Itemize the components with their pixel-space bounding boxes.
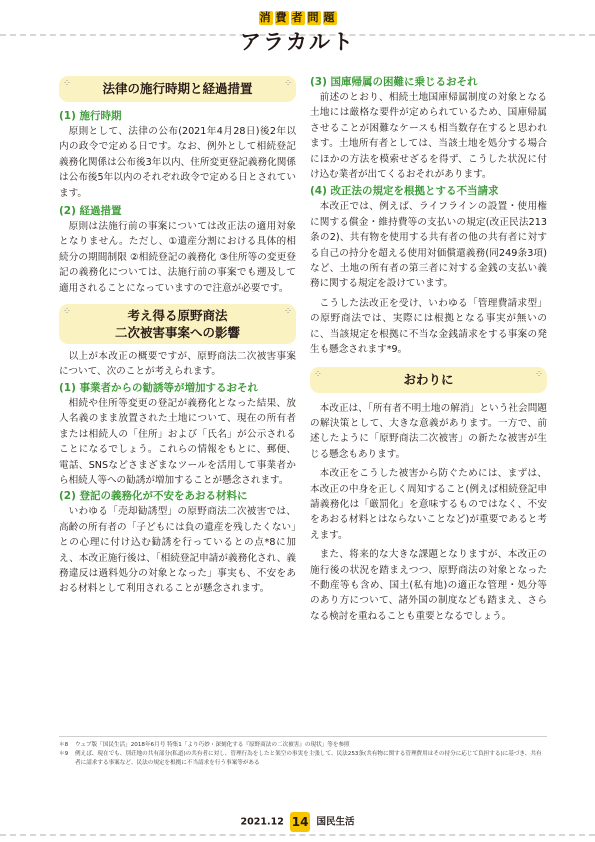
paragraph-national-treasury (310, 90, 547, 182)
footnotes (59, 736, 547, 768)
heading-text: 考え得る原野商法 (127, 308, 228, 324)
kicker-char: 題 (323, 11, 336, 24)
dots-icon: ⁘ (285, 79, 291, 87)
footnote-text: 例えば、現在でも、別荘地の共有部分(私道)の共有者に対し、管理行為をしたと架空の事実を主張して、民法253条(共有物に関する管理費用はその持分に応じて負担する)に基づき、共有者に請求する事案など、民法の規定を根拠に不当請求を行う事案等がある (75, 751, 542, 766)
footnote-text: ウェブ版「国民生活」2018年6月号 特集1「より巧妙・深刻化する『原野商法の二次被害』の現状」等を参照 (75, 742, 350, 748)
page-footer (0, 812, 595, 832)
dots-icon: ⁘ (64, 79, 70, 87)
subheading-solicitation-increase: (1) 事業者からの勧誘等が増加するおそれ (59, 381, 259, 394)
subheading-national-treasury: (3) 国庫帰属の困難に乗じるおそれ (310, 76, 478, 88)
dots-icon: ⁘ (285, 307, 291, 316)
kicker-char: 者 (291, 11, 304, 24)
magazine-name: 国民生活 (316, 816, 355, 828)
kicker-char: 費 (275, 11, 288, 24)
subheading-enforcement-timing: (1) 施行時期 (59, 110, 122, 122)
heading-text: おわりに (403, 371, 454, 387)
page-number: 14 (290, 812, 310, 832)
page-header (0, 6, 595, 56)
page-title: アラカルト (240, 30, 355, 54)
footnote (59, 750, 547, 768)
bottom-dashed-rule (0, 834, 595, 836)
section-heading-impact (59, 304, 296, 344)
kicker-char: 問 (307, 11, 320, 24)
heading-text: 二次被害事案への影響 (114, 325, 240, 341)
dots-icon: ⁘ (315, 369, 321, 378)
footnote-mark: ＊8 (59, 742, 69, 748)
subheading-anxiety-material: (2) 登記の義務化が不安をあおる材料に (59, 490, 248, 503)
footnote (59, 741, 547, 750)
paragraph-management-fee: こうした法改正を受け、いわゆる「管理費請求型」の原野商法では、実際には根拠となる事実が無いのに、当該規定を根拠に不当な金銭請求をする事案の発生も懸念されます*9。 (310, 297, 547, 356)
paragraph-conclusion-1: 本改正は、「所有者不明土地の解消」という社会問題の解決策として、大きな意義があります。一方で、前述したように「原野商法二次被害」の新たな被害が生じる懸念もあります。 (310, 402, 547, 460)
paragraph-conclusion-3: また、将来的な大きな課題となりますが、本改正の施行後の状況を踏まえつつ、原野商法の対象となった不動産等も含め、国土(私有地)の適正な管理・処分等のあり方について、諸外国の制度なども踏まえ、さらなる検討を重ねることも重要となるでしょう。 (310, 549, 547, 622)
footnote-mark: ＊9 (59, 751, 69, 757)
right-column (310, 74, 547, 624)
dots-icon: ⁘ (536, 369, 542, 378)
paragraph-transitional-measures: 原則は法施行前の事案については改正法の適用対象となりません。ただし、①遺産分割における具体的相続分の期間制限 ②相続登記の義務化 ③住所等の変更登記の義務化については、法施行前の事案でも遡及して適用されることになっていますので注意が必要です。 (59, 221, 296, 294)
dots-icon: ⁘ (64, 307, 70, 316)
paragraph-conclusion-2: 本改正をこうした被害から防ぐためには、まずは、本改正の中身を正しく周知すること(例えば相続登記申請義務化は「厳罰化」を意味するものではなく、不安をあおる材料とはならないことなど)が重要であると考えます。 (310, 468, 547, 541)
heading-text: 法律の施行時期と経過措置 (102, 81, 253, 96)
text-span: 前述のとおり、相続土地国庫帰属制度の対象となる土地には厳格な要件が定められているため、国庫帰属させることが困難なケースも相当数存在すると思われます。 (310, 92, 547, 150)
series-kicker (258, 11, 338, 25)
paragraph-unjust-claims: 本改正では、例えば、ライフラインの設置・使用権に関する償金・維持費等の支払いの規定(改正民法213条の2)、共有物を使用する共有者の他の共有者に対する自己の持分を超える使用対価償還義務(同249条3項)など、土地の所有者の第三者に対する金銭の支払い義務に関する規定を設けています。 (310, 201, 547, 290)
paragraph-anxiety-material: いわゆる「売却勧誘型」の原野商法二次被害では、高齢の所有者の「子どもには負の遺産を残したくない」との心理に付け込む勧誘を行っているとの点*8に加え、本改正施行後は、「相続登記申請が義務化され、義務違反は過料処分の対象となった」事実も、不安をあおる材料として利用されることが懸念されます。 (59, 506, 296, 595)
section-heading-enforcement (59, 76, 296, 102)
left-column (59, 74, 296, 597)
subheading-unjust-claims: (4) 改正法の規定を根拠とする不当請求 (310, 185, 499, 198)
paragraph-solicitation-increase: 相続や住所等変更の登記が義務化となった結果、放人名義のまま放置された土地について、現在の所有者または相続人の「住所」および「氏名」が公示されることになるでしょう。これらの情報をもとに、郵便、電話、SNSなどさまざまなツールを活用して事業者から相続人等への勧誘が増加することが懸念されます。 (59, 397, 296, 486)
section-heading-conclusion (310, 367, 547, 393)
paragraph-impact-intro: 以上が本改正の概要ですが、原野商法二次被害事案について、次のことが考えられます。 (59, 351, 296, 378)
subheading-transitional-measures: (2) 経過措置 (59, 205, 122, 218)
kicker-char: 消 (259, 11, 272, 24)
issue-date: 2021.12 (240, 816, 284, 828)
paragraph-enforcement-timing: 原則として、法律の公布(2021年4月28日)後2年以内の政令で定める日です。なお、例外として相続登記義務化関係は公布後3年以内、住所変更登記義務化関係は公布後5年以内のそれぞれ政令で定める日とされています。 (59, 126, 296, 199)
text-span: 土地所有者としては、当該土地を処分する場合にほかの方法を模索せざるを得ず、こうした状況に付け込む業者が出てくるおそれがあります。 (310, 138, 548, 181)
